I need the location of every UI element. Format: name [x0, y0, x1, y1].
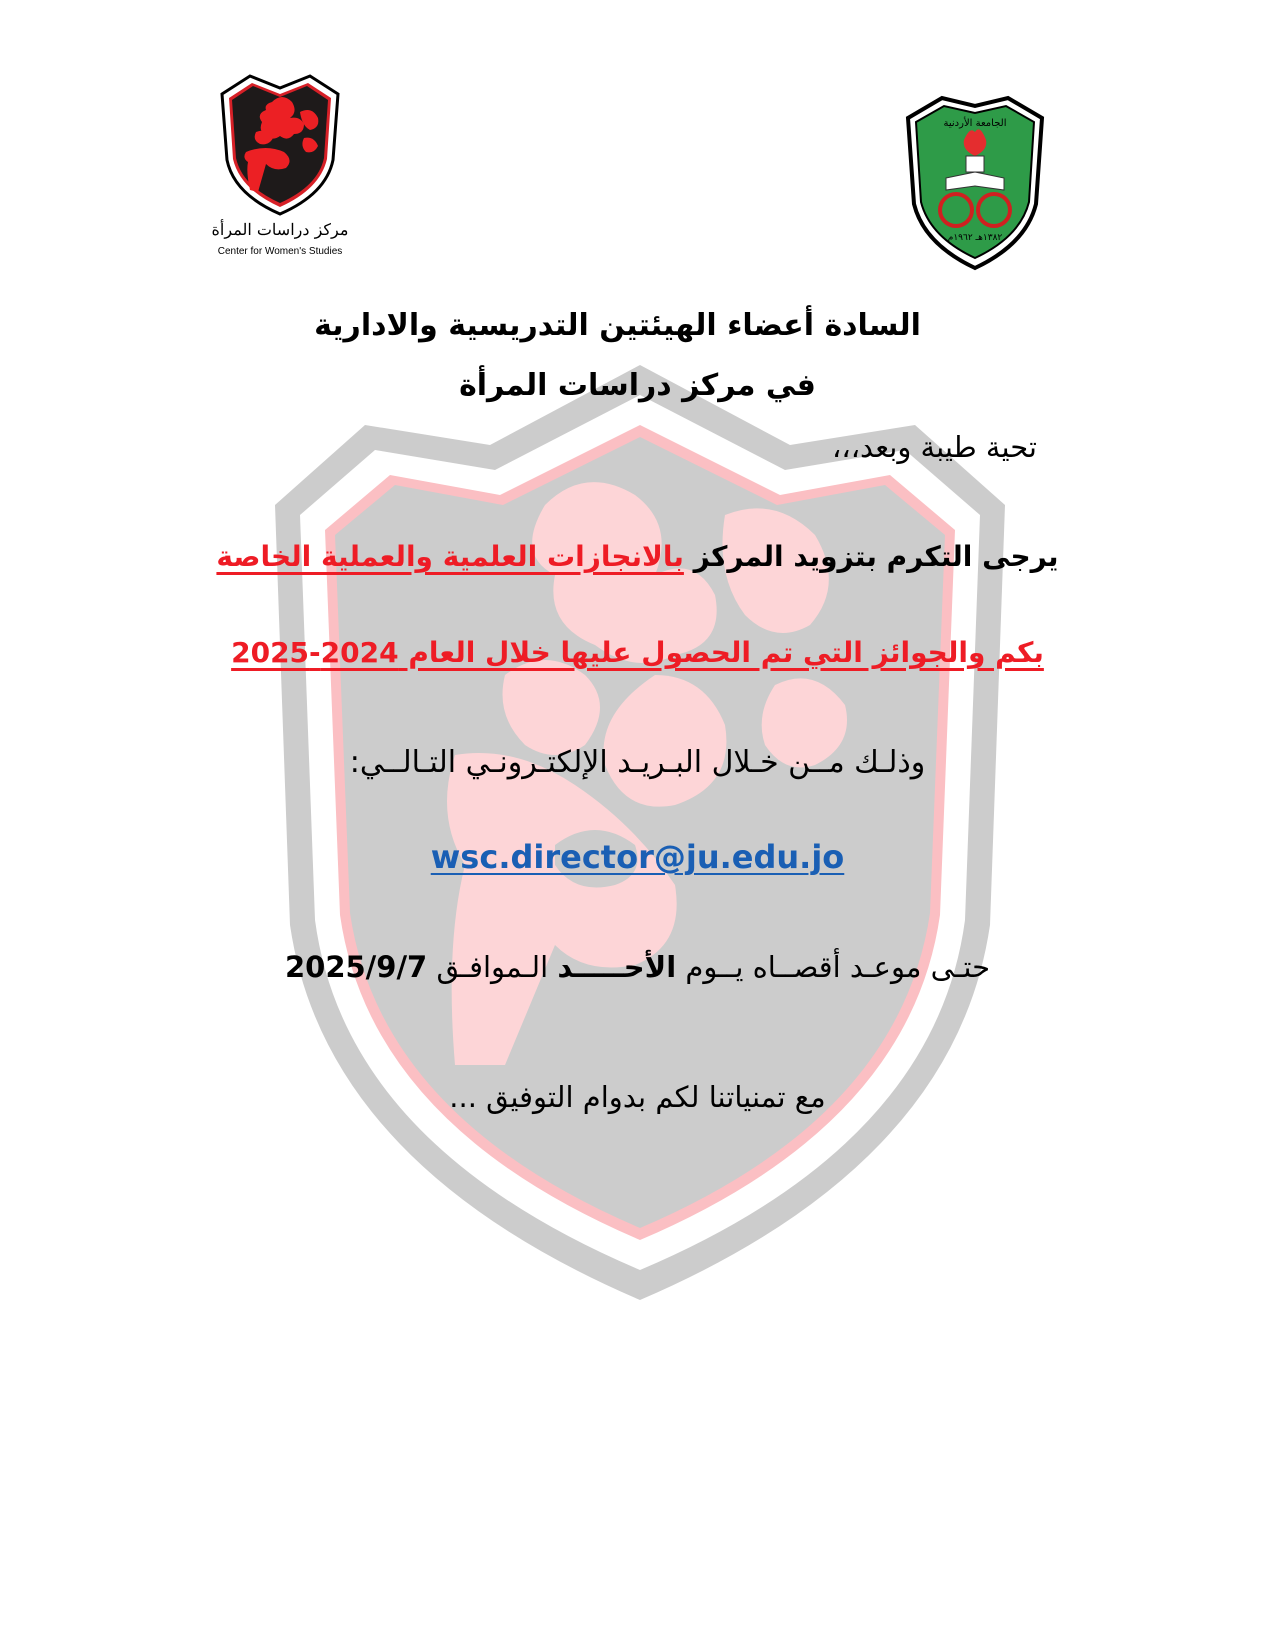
achievements-highlight: بالانجازات العلمية والعملية الخاصة: [216, 540, 684, 573]
logo-caption-arabic: مركز دراسات المرأة: [211, 220, 349, 239]
womens-studies-shield-icon: [200, 72, 360, 217]
deadline-line: [0, 950, 1275, 984]
svg-text:الجامعة الأردنية: الجامعة الأردنية: [943, 118, 1007, 129]
request-line-2: [0, 636, 1275, 669]
closing-line: مع تمنياتنا لكم بدوام التوفيق ...: [449, 1080, 826, 1114]
womens-studies-logo: [200, 72, 360, 267]
email-link[interactable]: wsc.director@ju.edu.jo: [430, 838, 845, 876]
svg-text:١٣٨٢هـ ١٩٦٢م: ١٣٨٢هـ ١٩٦٢م: [947, 233, 1003, 243]
deadline-date: 2025/9/7: [284, 950, 428, 984]
university-crest-icon: [900, 92, 1050, 272]
request-line-1: [0, 540, 1275, 573]
email-line: [0, 838, 1275, 876]
addressee-line-1: السادة أعضاء الهيئتين التدريسية والادارية: [314, 308, 921, 343]
logo-caption-english: Center for Women's Studies: [217, 246, 343, 257]
addressee-line-2: في مركز دراسات المرأة: [459, 368, 816, 403]
deadline-day: الأحـــــد: [557, 950, 677, 984]
email-intro: وذلـك مــن خـلال البـريـد الإلكتـرونـي التـالــي:: [349, 745, 926, 780]
awards-highlight: بكم والجوائز التي تم الحصول عليها خلال العام 2024-2025: [231, 636, 1044, 669]
university-of-jordan-logo: [900, 92, 1050, 272]
greeting: تحية طيبة وبعد،،،: [831, 430, 1037, 464]
watermark-shield-icon: [255, 345, 1025, 1305]
deadline-text: حتـى موعـد أقصــاه يــوم: [676, 950, 991, 984]
deadline-mid: الـموافـق: [427, 950, 558, 984]
request-text: يرجى التكرم بتزويد المركز: [683, 540, 1059, 573]
